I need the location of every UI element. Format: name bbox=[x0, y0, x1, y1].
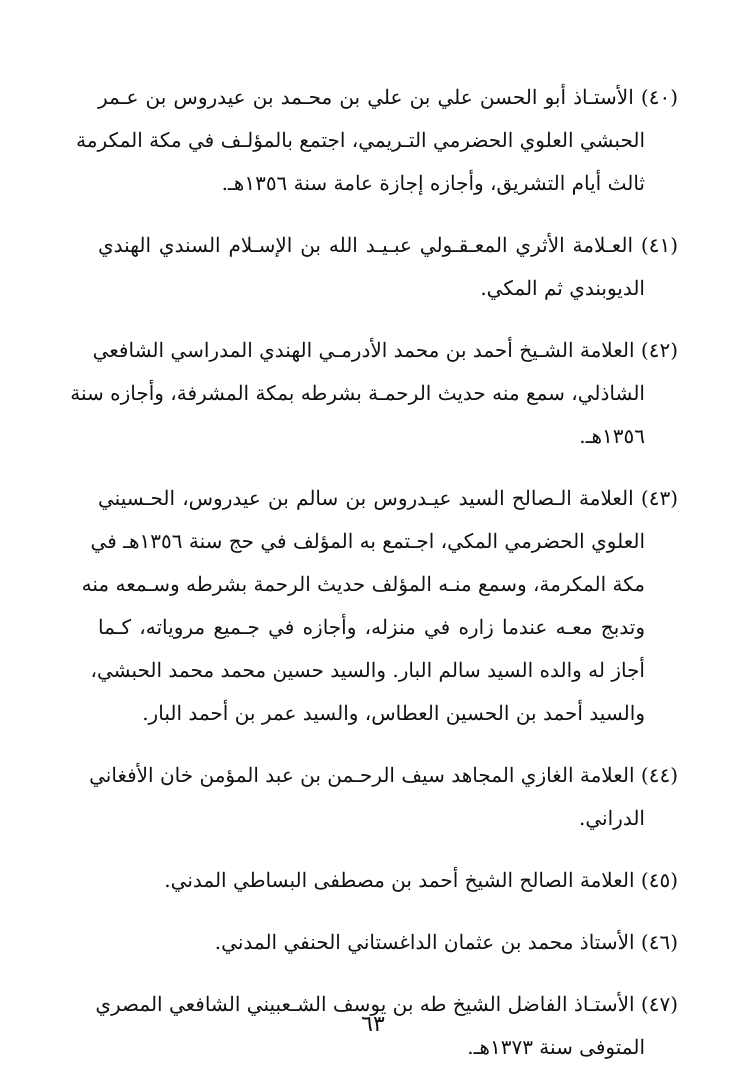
entry-line: الشاذلي، سمع منه حديث الرحمـة بشرطه بمكة المشرفة، وأجازه سنة bbox=[70, 381, 645, 405]
entry-line: أجاز له والده السيد سالم البار. والسيد حسين محمد محمد الحبشي، bbox=[90, 658, 645, 682]
entry-46 bbox=[98, 921, 678, 964]
page-number: ٦٣ bbox=[361, 1012, 385, 1037]
entry-line: الحبشي العلوي الحضرمي التـريمي، اجتمع بالمؤلـف في مكة المكرمة bbox=[76, 128, 645, 152]
entry-43 bbox=[81, 477, 678, 735]
entry-line: (٤٥) العلامة الصالح الشيخ أحمد بن مصطفى البساطي المدني. bbox=[164, 868, 678, 892]
entry-line: (٤٢) العلامة الشـيخ أحمد بن محمد الأدرمـي الهندي المدراسي الشافعي bbox=[92, 338, 678, 362]
entry-line: مكة المكرمة، وسمع منـه المؤلف حديث الرحمة بشرطه وسـمعه منه bbox=[81, 572, 645, 596]
entry-line: (٤٤) العلامة الغازي المجاهد سيف الرحـمن بن عبد المؤمن خان الأفغاني bbox=[89, 763, 678, 787]
entry-line: الديوبندي ثم المكي. bbox=[480, 276, 645, 300]
entry-line: (٤١) العـلامة الأثري المعـقـولي عبـيـد الله بن الإسـلام السندي الهندي bbox=[98, 233, 678, 257]
entry-42 bbox=[70, 329, 678, 458]
entry-line: وتدبج معـه عندما زاره في منزله، وأجازه في جـميع مروياته، كـما bbox=[98, 615, 645, 639]
entry-41 bbox=[98, 224, 678, 310]
entry-line: ١٣٥٦هـ. bbox=[579, 424, 645, 448]
entry-line: (٤٧) الأستـاذ الفاضل الشيخ طه بن يوسف الشـعبيني الشافعي المصري bbox=[95, 992, 678, 1016]
entry-line: (٤٠) الأستـاذ أبو الحسن علي بن علي بن محـمد بن عيدروس بن عـمر bbox=[98, 85, 678, 109]
entry-line: الدراني. bbox=[579, 806, 645, 830]
entry-line: والسيد أحمد بن الحسين العطاس، والسيد عمر بن أحمد البار. bbox=[142, 701, 645, 725]
entry-44 bbox=[89, 754, 678, 840]
entry-line: (٤٣) العلامة الـصالح السيد عيـدروس بن سالم بن عيدروس، الحـسيني bbox=[98, 486, 678, 510]
entry-line: (٤٦) الأستاذ محمد بن عثمان الداغستاني الحنفي المدني. bbox=[214, 930, 678, 954]
entry-40 bbox=[76, 76, 678, 205]
document-page bbox=[70, 76, 678, 1088]
entry-line: ثالث أيام التشريق، وأجازه إجازة عامة سنة ١٣٥٦هـ. bbox=[221, 171, 645, 195]
entry-line: العلوي الحضرمي المكي، اجـتمع به المؤلف في حج سنة ١٣٥٦هـ في bbox=[90, 529, 645, 553]
entry-line: المتوفى سنة ١٣٧٣هـ. bbox=[467, 1035, 645, 1059]
entry-45 bbox=[98, 859, 678, 902]
